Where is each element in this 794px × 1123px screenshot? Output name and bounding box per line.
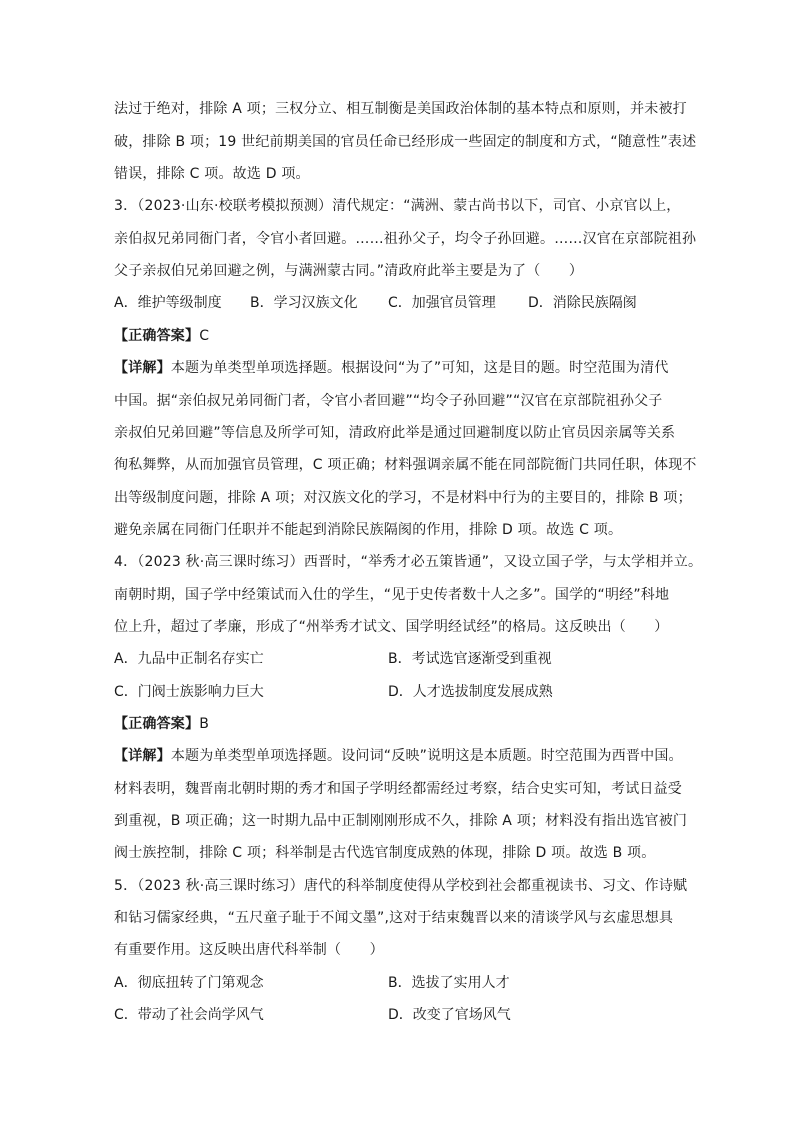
- q3-stem-line-1: 3．（2023·山东·校联考模拟预测）清代规定：“满洲、蒙古尚书以下，司官、小京官以上，: [114, 198, 681, 214]
- q4-detail-line-1: [114, 745, 683, 765]
- q4-answer: [114, 713, 209, 733]
- q4-stem-line-1: 4．（2023 秋·高三课时练习）西晋时，“举秀才必五策皆通”，又设立国子学，与太学相并立。: [114, 554, 703, 570]
- q4-detail-line-2: 材料表明，魏晋南北朝时期的秀才和国子学明经都需经过考察，结合史实可知，考试日益受: [114, 781, 682, 797]
- q3-detail-tag: 【详解】: [114, 360, 171, 376]
- q4-detail-tag: 【详解】: [114, 748, 171, 764]
- q3-detail-line-6: 避免亲属在同衙门任职并不能起到消除民族隔阂的作用，排除 D 项。故选 C 项。: [114, 522, 623, 538]
- q4-option-d: D．人才选拔制度发展成熟: [388, 684, 553, 700]
- q3-detail-line-2: 中国。据“亲伯叔兄弟同衙门者，令官小者回避”“均令子孙回避”“汉官在京部院祖孙父子: [114, 393, 663, 409]
- q5-option-c: C．带动了社会尚学风气: [114, 1007, 264, 1023]
- q4-detail-line-3: 到重视，B 项正确；这一时期九品中正制刚刚形成不久，排除 A 项；材料没有指出选官被门: [114, 813, 688, 829]
- q4-answer-tag: 【正确答案】: [114, 716, 200, 732]
- q3-detail-line-4: 徇私舞弊，从而加强官员管理，C 项正确；材料强调亲属不能在同部院衙门共同任职，体现不: [114, 457, 697, 473]
- q4-answer-value: B: [199, 716, 210, 732]
- q4-option-c: C．门阀士族影响力巨大: [114, 684, 264, 700]
- q5-option-d: D．改变了官场风气: [388, 1007, 511, 1023]
- q4-detail-text-1: 本题为单类型单项选择题。设问词“反映”说明这是本质题。时空范围为西晋中国。: [170, 748, 683, 764]
- q3-stem-line-2: 亲伯叔兄弟同衙门者，令官小者回避。……祖孙父子，均令子孙回避。……汉官在京部院祖孙: [114, 231, 697, 247]
- q4-stem-line-2: 南朝时期，国子学中经策试而入仕的学生，“见于史传者数十人之多”。国学的“明经”科地: [114, 587, 670, 603]
- q5-stem-line-2: 和钻习儒家经典，“五尺童子耻于不闻文墨”,这对于结束魏晋以来的清谈学风与玄虚思想具: [114, 910, 674, 926]
- q3-answer: [114, 325, 209, 345]
- q5-stem-line-3: 有重要作用。这反映出唐代科举制（ ）: [114, 942, 384, 958]
- q3-option-d: D．消除民族隔阂: [528, 295, 637, 311]
- q3-detail-line-5: 出等级制度问题，排除 A 项；对汉族文化的学习，不是材料中行为的主要目的，排除 B 项；: [114, 490, 692, 506]
- q3-detail-line-3: 亲叔伯兄弟回避”等信息及所学可知，清政府此举是通过回避制度以防止官员因亲属等关系: [114, 425, 676, 441]
- q3-answer-value: C: [199, 328, 210, 344]
- q3-option-b: B．学习汉族文化: [250, 295, 358, 311]
- q3-detail-line-1: [114, 357, 669, 377]
- prev-detail-line-1: 法过于绝对，排除 A 项；三权分立、相互制衡是美国政治体制的基本特点和原则，并未被打: [114, 101, 687, 117]
- q3-detail-text-1: 本题为单类型单项选择题。根据设问“为了”可知，这是目的题。时空范围为清代: [170, 360, 669, 376]
- q4-detail-line-4: 阀士族控制，排除 C 项；科举制是古代选官制度成熟的体现，排除 D 项。故选 B 项。: [114, 845, 656, 861]
- prev-detail-line-2: 破，排除 B 项；19 世纪前期美国的官员任命已经形成一些固定的制度和方式，“随意性”表述: [114, 134, 697, 150]
- q5-stem-line-1: 5．（2023 秋·高三课时练习）唐代的科举制度使得从学校到社会都重视读书、习文、作诗赋: [114, 878, 688, 894]
- q5-option-a: A．彻底扭转了门第观念: [114, 975, 264, 991]
- q5-option-b: B．选拔了实用人才: [388, 975, 510, 991]
- q4-option-b: B．考试选官逐渐受到重视: [388, 651, 552, 667]
- prev-detail-line-3: 错误，排除 C 项。故选 D 项。: [114, 166, 310, 182]
- q3-option-c: C．加强官员管理: [388, 295, 496, 311]
- q3-option-a: A．维护等级制度: [114, 295, 222, 311]
- q4-option-a: A．九品中正制名存实亡: [114, 651, 264, 667]
- q3-stem-line-3: 父子亲叔伯兄弟回避之例，与满洲蒙古同。”清政府此举主要是为了（ ）: [114, 263, 584, 279]
- q4-stem-line-3: 位上升，超过了孝廉，形成了“州举秀才试文、国学明经试经”的格局。这反映出（ ）: [114, 619, 669, 635]
- q3-answer-tag: 【正确答案】: [114, 328, 200, 344]
